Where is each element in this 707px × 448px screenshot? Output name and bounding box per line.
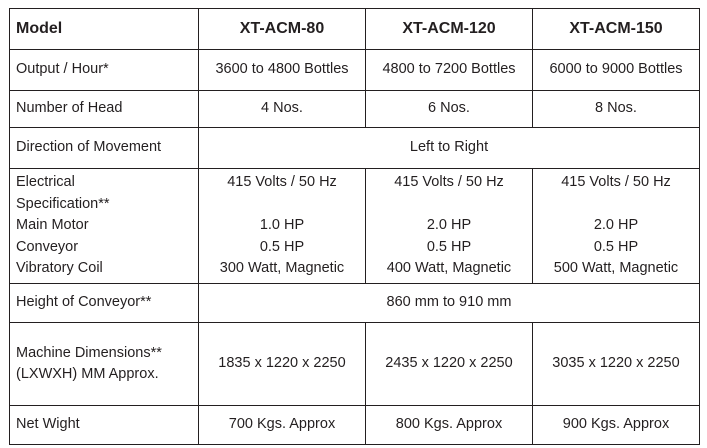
label-specification: Specification**: [16, 195, 110, 212]
main-motor-value-120: 2.0 HP: [426, 217, 472, 234]
table-row-direction: [10, 128, 700, 169]
output-value-150: 6000 to 9000 Bottles: [533, 50, 700, 91]
heads-value-120: 6 Nos.: [366, 91, 533, 128]
table-row-dimensions: [10, 323, 700, 406]
weight-value-120: 800 Kgs. Approx: [366, 406, 533, 445]
table-row-electrical: [10, 169, 700, 284]
row-label-direction: Direction of Movement: [10, 128, 199, 169]
heads-value-150: 8 Nos.: [533, 91, 700, 128]
row-label-weight: Net Wight: [10, 406, 199, 445]
conveyor-value-120: 0.5 HP: [426, 238, 472, 255]
model-name-xt-acm-150: XT-ACM-150: [533, 9, 700, 50]
coil-value-80: 300 Watt, Magnetic: [219, 260, 345, 277]
table-row-weight: [10, 406, 700, 445]
conveyor-height-value: 860 mm to 910 mm: [199, 284, 700, 323]
output-value-120: 4800 to 7200 Bottles: [366, 50, 533, 91]
label-machine-dimensions: Machine Dimensions**: [16, 344, 162, 361]
header-row: [10, 9, 700, 50]
model-name-xt-acm-80: XT-ACM-80: [199, 9, 366, 50]
main-motor-value-150: 2.0 HP: [593, 217, 639, 234]
model-column-header: Model: [10, 9, 199, 50]
row-label-dimensions: [10, 323, 199, 406]
heads-value-80: 4 Nos.: [199, 91, 366, 128]
dimensions-value-120: 2435 x 1220 x 2250: [366, 323, 533, 406]
main-motor-value-80: 1.0 HP: [259, 217, 305, 234]
label-vibratory-coil: Vibratory Coil: [16, 260, 103, 277]
electrical-values-120: [366, 169, 533, 284]
electrical-values-150: [533, 169, 700, 284]
table-row-conveyor-height: [10, 284, 700, 323]
output-value-80: 3600 to 4800 Bottles: [199, 50, 366, 91]
conveyor-value-80: 0.5 HP: [259, 238, 305, 255]
model-name-xt-acm-120: XT-ACM-120: [366, 9, 533, 50]
label-conveyor: Conveyor: [16, 238, 79, 255]
row-label-conveyor-height: Height of Conveyor**: [10, 284, 199, 323]
dimensions-value-80: 1835 x 1220 x 2250: [199, 323, 366, 406]
coil-value-120: 400 Watt, Magnetic: [386, 260, 512, 277]
weight-value-80: 700 Kgs. Approx: [199, 406, 366, 445]
specification-table: [9, 8, 700, 445]
table-row-output: [10, 50, 700, 91]
electrical-values-80: [199, 169, 366, 284]
supply-value-150: 415 Volts / 50 Hz: [561, 174, 671, 191]
dimensions-value-150: 3035 x 1220 x 2250: [533, 323, 700, 406]
row-label-output: Output / Hour*: [10, 50, 199, 91]
label-lxwxh: (LXWXH) MM Approx.: [16, 366, 159, 382]
weight-value-150: 900 Kgs. Approx: [533, 406, 700, 445]
label-main-motor: Main Motor: [16, 217, 89, 234]
row-label-electrical: [10, 169, 199, 284]
table-row-heads: [10, 91, 700, 128]
conveyor-value-150: 0.5 HP: [593, 238, 639, 255]
supply-value-80: 415 Volts / 50 Hz: [227, 174, 337, 191]
coil-value-150: 500 Watt, Magnetic: [553, 260, 679, 277]
label-electrical: Electrical: [16, 174, 75, 191]
direction-value: Left to Right: [199, 128, 700, 169]
row-label-heads: Number of Head: [10, 91, 199, 128]
supply-value-120: 415 Volts / 50 Hz: [394, 174, 504, 191]
